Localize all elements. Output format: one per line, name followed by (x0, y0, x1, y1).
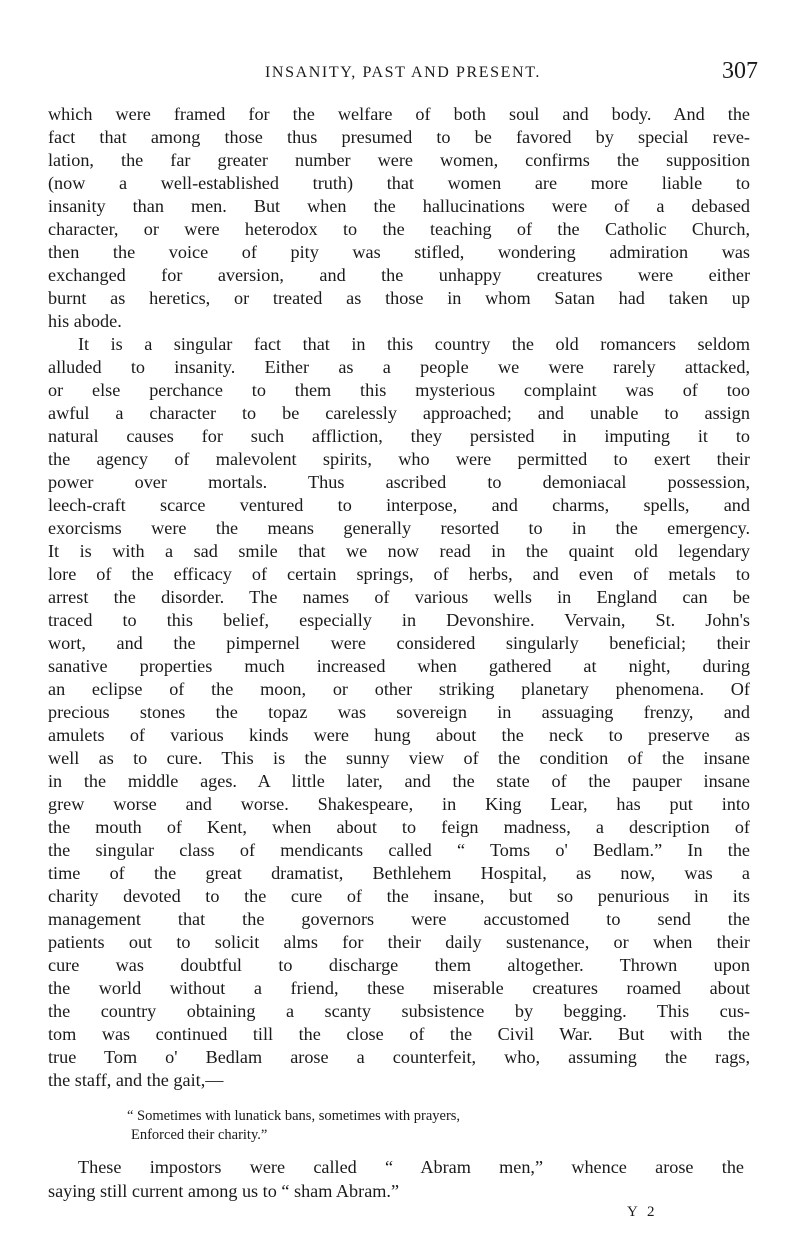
text-line: traced to this belief, especially in Devonshire. Vervain, St. John's (48, 610, 750, 630)
verse-quotation (127, 1107, 461, 1145)
text-line: amulets of various kinds were hung about the neck to preserve as (48, 725, 750, 745)
text-line: exorcisms were the means generally resorted to in the emergency. (48, 518, 750, 538)
text-line: time of the great dramatist, Bethlehem Hospital, as now, was a (48, 863, 750, 883)
running-head: INSANITY, PAST AND PRESENT. (265, 64, 541, 81)
page-header (48, 58, 758, 88)
text-line: tom was continued till the close of the Civil War. But with the (48, 1024, 750, 1044)
text-line: cure was doubtful to discharge them altogether. Thrown upon (48, 955, 750, 975)
text-line: an eclipse of the moon, or other striking planetary phenomena. Of (48, 679, 750, 699)
text-line: arrest the disorder. The names of various wells in England can be (48, 587, 750, 607)
text-line: the agency of malevolent spirits, who were permitted to exert their (48, 449, 750, 469)
text-line: lore of the efficacy of certain springs, of herbs, and even of metals to (48, 564, 750, 584)
text-line: lation, the far greater number were women, confirms the supposition (48, 150, 750, 170)
text-line: the staff, and the gait,— (48, 1070, 224, 1090)
text-line: then the voice of pity was stifled, wondering admiration was (48, 242, 750, 262)
text-line: power over mortals. Thus ascribed to demoniacal possession, (48, 472, 750, 492)
text-line: the singular class of mendicants called “ Toms o' Bedlam.” In the (48, 840, 750, 860)
text-line: exchanged for aversion, and the unhappy creatures were either (48, 265, 750, 285)
body-text (48, 103, 750, 1092)
text-line: awful a character to be carelessly approached; and unable to assign (48, 403, 750, 423)
quote-line: “ Sometimes with lunatick bans, sometimes with prayers, (127, 1108, 461, 1124)
closing-paragraph (48, 1155, 744, 1203)
text-line: It is a singular fact that in this country the old romancers seldom (78, 334, 750, 354)
quote-line: Enforced their charity.” (131, 1127, 268, 1143)
text-line: saying still current among us to “ sham Abram.” (48, 1181, 400, 1201)
text-line: insanity than men. But when the hallucinations were of a debased (48, 196, 750, 216)
text-line: These impostors were called “ Abram men,” whence arose the (78, 1157, 744, 1177)
page-number: 307 (722, 58, 758, 84)
text-line: which were framed for the welfare of both soul and body. And the (48, 104, 750, 124)
text-line: (now a well-established truth) that women are more liable to (48, 173, 750, 193)
text-line: well as to cure. This is the sunny view of the condition of the insane (48, 748, 750, 768)
text-line: charity devoted to the cure of the insane, but so penurious in its (48, 886, 750, 906)
text-line: the mouth of Kent, when about to feign madness, a description of (48, 817, 750, 837)
text-line: management that the governors were accustomed to send the (48, 909, 750, 929)
text-line: sanative properties much increased when gathered at night, during (48, 656, 750, 676)
text-line: or else perchance to them this mysterious complaint was of too (48, 380, 750, 400)
text-line: alluded to insanity. Either as a people we were rarely attacked, (48, 357, 750, 377)
text-line: wort, and the pimpernel were considered singularly beneficial; their (48, 633, 750, 653)
text-line: It is with a sad smile that we now read in the quaint old legendary (48, 541, 750, 561)
text-line: leech-craft scarce ventured to interpose, and charms, spells, and (48, 495, 750, 515)
text-line: fact that among those thus presumed to be favored by special reve- (48, 127, 750, 147)
text-line: natural causes for such affliction, they persisted in imputing it to (48, 426, 750, 446)
text-line: the country obtaining a scanty subsistence by begging. This cus- (48, 1001, 750, 1021)
text-line: burnt as heretics, or treated as those in whom Satan had taken up (48, 288, 750, 308)
text-line: patients out to solicit alms for their daily sustenance, or when their (48, 932, 750, 952)
text-line: precious stones the topaz was sovereign in assuaging frenzy, and (48, 702, 750, 722)
text-line: his abode. (48, 311, 122, 331)
text-line: the world without a friend, these miserable creatures roamed about (48, 978, 750, 998)
text-line: grew worse and worse. Shakespeare, in King Lear, has put into (48, 794, 750, 814)
text-line: character, or were heterodox to the teaching of the Catholic Church, (48, 219, 750, 239)
text-line: in the middle ages. A little later, and the state of the pauper insane (48, 771, 750, 791)
signature-mark: Y 2 (627, 1204, 658, 1220)
text-line: true Tom o' Bedlam arose a counterfeit, who, assuming the rags, (48, 1047, 750, 1067)
